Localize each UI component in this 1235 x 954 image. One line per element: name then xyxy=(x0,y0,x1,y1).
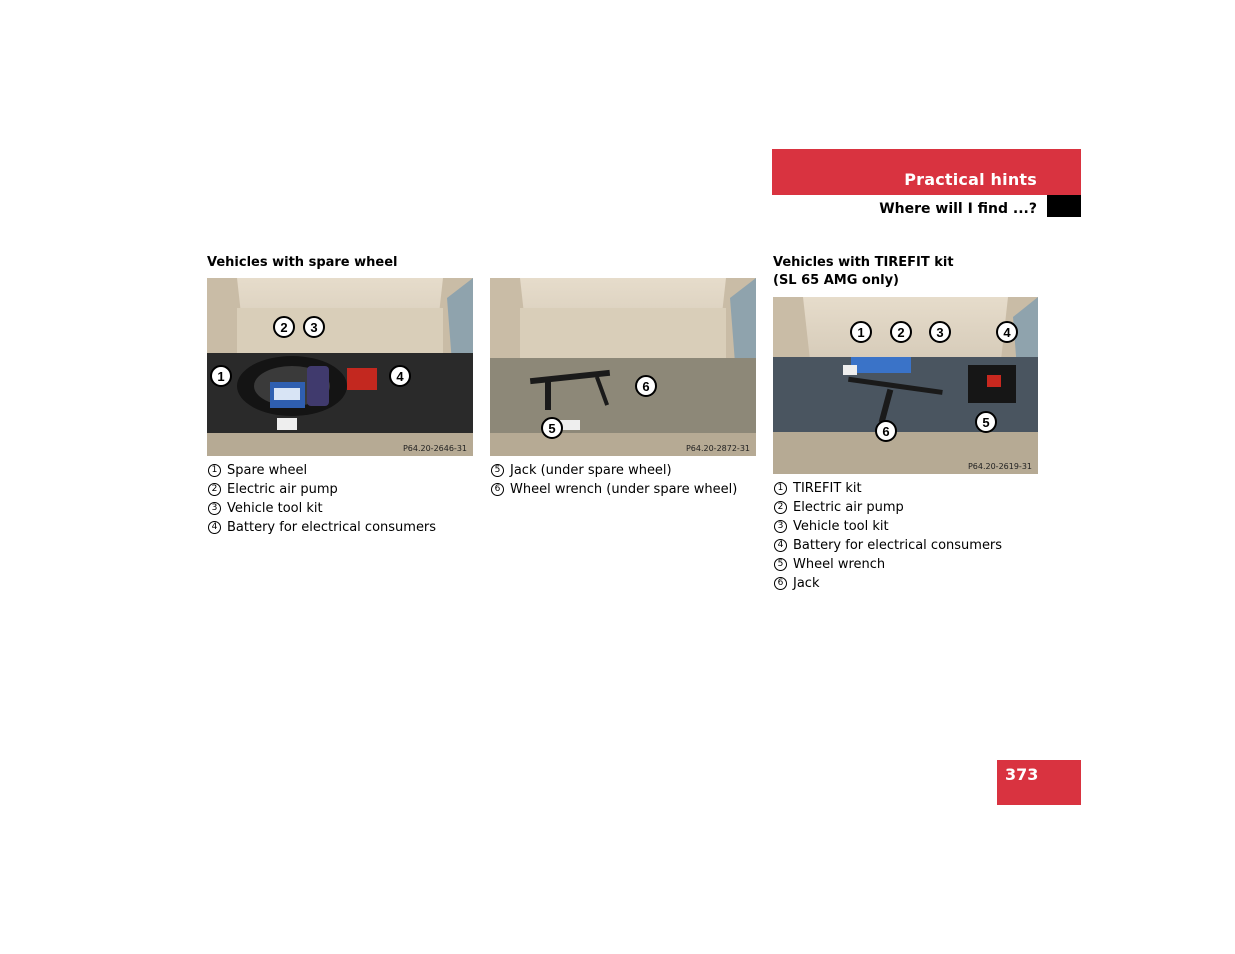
callout-3: 3 xyxy=(303,316,325,338)
trunk-photo-tirefit xyxy=(773,297,1038,474)
list-item: 3 Vehicle tool kit xyxy=(208,499,436,518)
image-code: P64.20-2872-31 xyxy=(685,444,750,453)
list-item: 1 Spare wheel xyxy=(208,461,436,480)
callout-5: 5 xyxy=(541,417,563,439)
list-item: 2 Electric air pump xyxy=(208,480,436,499)
heading-line: (SL 65 AMG only) xyxy=(773,273,899,288)
list-item: 4 Battery for electrical consumers xyxy=(774,536,1002,555)
list-item: 4 Battery for electrical consumers xyxy=(208,518,436,537)
callout-2: 2 xyxy=(890,321,912,343)
callout-6: 6 xyxy=(635,375,657,397)
callout-5: 5 xyxy=(975,411,997,433)
callout-1: 1 xyxy=(210,365,232,387)
list-item: 1 TIREFIT kit xyxy=(774,479,1002,498)
legend-list-jack xyxy=(491,461,737,499)
callout-3: 3 xyxy=(929,321,951,343)
heading-line: Vehicles with TIREFIT kit xyxy=(773,255,954,270)
thumb-tab xyxy=(1047,195,1081,217)
list-item: 6 Wheel wrench (under spare wheel) xyxy=(491,480,737,499)
section-title: Practical hints xyxy=(904,170,1037,189)
callout-6: 6 xyxy=(875,420,897,442)
list-item: 6 Jack xyxy=(774,574,1002,593)
list-item: 3 Vehicle tool kit xyxy=(774,517,1002,536)
heading-spare-wheel: Vehicles with spare wheel xyxy=(207,255,398,270)
callout-4: 4 xyxy=(389,365,411,387)
list-item: 5 Wheel wrench xyxy=(774,555,1002,574)
subsection-title: Where will I find ...? xyxy=(879,201,1037,217)
legend-list-tirefit xyxy=(774,479,1002,593)
callout-1: 1 xyxy=(850,321,872,343)
heading-tirefit xyxy=(773,254,954,290)
image-code: P64.20-2619-31 xyxy=(967,462,1032,471)
page-number: 373 xyxy=(1005,765,1039,784)
image-code: P64.20-2646-31 xyxy=(402,444,467,453)
trunk-photo-spare-wheel xyxy=(207,278,473,456)
trunk-photo-jack xyxy=(490,278,756,456)
legend-list-spare-wheel xyxy=(208,461,436,537)
list-item: 5 Jack (under spare wheel) xyxy=(491,461,737,480)
list-item: 2 Electric air pump xyxy=(774,498,1002,517)
callout-4: 4 xyxy=(996,321,1018,343)
callout-2: 2 xyxy=(273,316,295,338)
